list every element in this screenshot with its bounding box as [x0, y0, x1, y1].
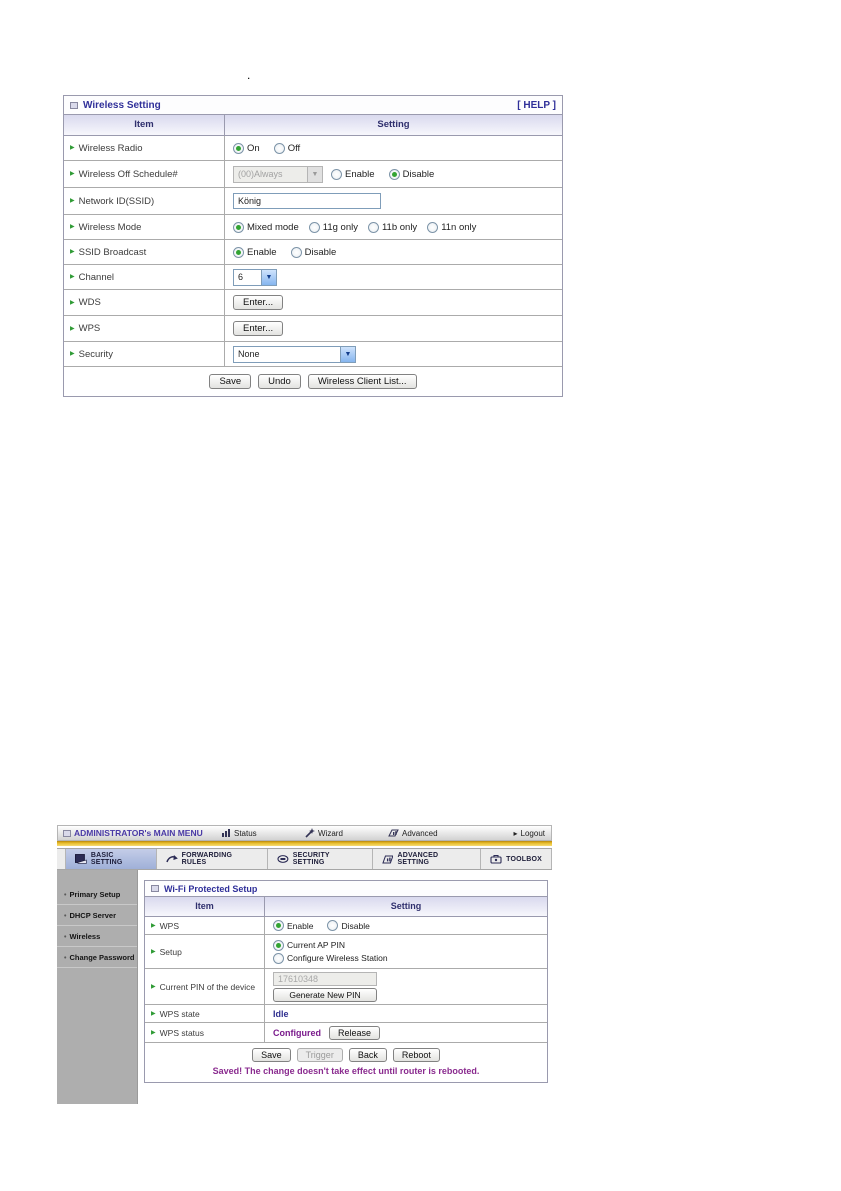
- radio-label: 11g only: [322, 221, 358, 233]
- column-header-setting: Setting: [377, 119, 410, 130]
- menu-item-label: Advanced: [402, 828, 438, 838]
- undo-button[interactable]: Undo: [258, 374, 301, 389]
- window-icon: [151, 885, 159, 892]
- row-label: Wireless Radio: [78, 142, 143, 154]
- logout-arrow-icon: ▸: [513, 828, 518, 838]
- top-menu-bar: [57, 825, 552, 841]
- window-icon: [63, 830, 71, 837]
- table-row: [64, 161, 562, 188]
- row-label: Network ID(SSID): [78, 195, 155, 207]
- tab-label: ADVANCED SETTING: [397, 852, 439, 866]
- radio-label: Enable: [247, 246, 277, 258]
- radio-label: Configure Wireless Station: [287, 953, 388, 963]
- bullet-icon: •: [64, 892, 67, 899]
- arrow-bullet-icon: ▶: [70, 171, 75, 177]
- sidebar-item-primary-setup[interactable]: [57, 884, 137, 905]
- main-menu-title: [63, 826, 203, 840]
- sidebar-item-label: Primary Setup: [69, 890, 121, 899]
- tab-label: FORWARDING RULES: [181, 852, 233, 866]
- radio-current-ap-pin[interactable]: [273, 940, 284, 951]
- arrow-bullet-icon: ▶: [151, 983, 156, 990]
- radio-label: On: [247, 142, 260, 154]
- channel-dropdown[interactable]: [233, 269, 277, 286]
- release-button[interactable]: Release: [329, 1026, 380, 1040]
- arrow-bullet-icon: ▶: [151, 948, 156, 955]
- stray-period: .: [247, 68, 251, 82]
- chevron-down-icon: ▼: [261, 270, 276, 285]
- ssid-input[interactable]: [233, 193, 381, 209]
- row-label: WPS status: [159, 1027, 205, 1038]
- arrow-bullet-icon: ▶: [70, 325, 75, 332]
- row-label: Current PIN of the device: [159, 981, 256, 992]
- table-row: [64, 188, 562, 215]
- table-header: [64, 115, 562, 136]
- tab-security-setting[interactable]: [268, 849, 373, 869]
- security-setting-icon: [277, 854, 289, 864]
- arrow-bullet-icon: ▶: [151, 1010, 156, 1017]
- row-label: WPS: [78, 323, 101, 334]
- logout-label: Logout: [520, 828, 545, 838]
- table-row: [64, 342, 562, 367]
- arrow-bullet-icon: ▶: [70, 351, 75, 357]
- save-button[interactable]: Save: [252, 1048, 291, 1062]
- radio-schedule-enable[interactable]: [331, 169, 342, 180]
- radio-label: Mixed mode: [247, 221, 299, 233]
- panel-title-bar: [64, 96, 562, 115]
- table-row: [145, 1023, 547, 1043]
- menu-item-wizard[interactable]: [305, 826, 343, 840]
- tab-basic-setting[interactable]: [65, 849, 157, 869]
- column-header-item: Item: [145, 897, 265, 916]
- wireless-client-list-button[interactable]: Wireless Client List...: [308, 374, 417, 389]
- panel-title-bar: [145, 881, 547, 897]
- column-header-item: Item: [64, 115, 225, 135]
- sidebar-item-dhcp-server[interactable]: [57, 905, 137, 926]
- radio-wps-enable[interactable]: [273, 920, 284, 931]
- row-label: SSID Broadcast: [78, 246, 147, 258]
- radio-label: Current AP PIN: [287, 940, 345, 950]
- arrow-bullet-icon: ▶: [70, 145, 75, 151]
- gold-divider-bar: [57, 841, 552, 846]
- table-row: [64, 316, 562, 342]
- generate-new-pin-button[interactable]: Generate New PIN: [273, 988, 377, 1002]
- menu-item-label: Status: [234, 828, 257, 838]
- radio-broadcast-enable[interactable]: [233, 247, 244, 258]
- advanced-icon: [388, 828, 399, 838]
- sidebar-item-wireless[interactable]: [57, 926, 137, 947]
- wireless-setting-panel: [63, 95, 563, 397]
- column-header-setting: Setting: [390, 901, 422, 911]
- footer-button-row: [252, 1048, 440, 1062]
- radio-schedule-disable[interactable]: [389, 169, 400, 180]
- reboot-button[interactable]: Reboot: [393, 1048, 440, 1062]
- radio-label: Disable: [304, 246, 337, 258]
- radio-11g-only[interactable]: [309, 222, 320, 233]
- radio-11b-only[interactable]: [368, 222, 379, 233]
- radio-on[interactable]: [233, 143, 244, 154]
- sidebar-item-label: DHCP Server: [69, 911, 117, 920]
- tab-bar: [57, 848, 552, 870]
- arrow-bullet-icon: ▶: [70, 274, 75, 280]
- radio-label: Off: [287, 142, 301, 154]
- sidebar-item-change-password[interactable]: [57, 947, 137, 968]
- table-row: [64, 290, 562, 316]
- table-row: [64, 136, 562, 161]
- chevron-down-icon: ▼: [307, 167, 322, 182]
- security-dropdown[interactable]: [233, 346, 356, 363]
- table-row: [145, 969, 547, 1005]
- radio-11n-only[interactable]: [427, 222, 438, 233]
- back-button[interactable]: Back: [349, 1048, 387, 1062]
- table-header: [145, 897, 547, 917]
- basic-setting-icon: [75, 854, 87, 864]
- radio-label: 11n only: [441, 221, 477, 233]
- main-menu-title-text: ADMINISTRATOR's MAIN MENU: [74, 828, 203, 838]
- row-label: WDS: [78, 297, 101, 308]
- wps-enter-button[interactable]: Enter...: [233, 321, 283, 336]
- arrow-bullet-icon: ▶: [70, 224, 75, 230]
- bullet-icon: •: [64, 934, 67, 941]
- radio-label: Enable: [345, 168, 375, 180]
- arrow-bullet-icon: ▶: [70, 299, 75, 306]
- schedule-dropdown: [233, 166, 323, 183]
- saved-message: Saved! The change doesn't take effect until router is rebooted.: [212, 1066, 480, 1076]
- row-label: Security: [78, 348, 113, 360]
- tab-label: TOOLBOX: [506, 855, 542, 863]
- tab-forwarding-rules[interactable]: [157, 849, 268, 869]
- chevron-down-icon: ▼: [340, 347, 355, 362]
- table-row: [64, 265, 562, 290]
- current-pin-input: [273, 972, 377, 986]
- sidebar: [57, 870, 138, 1104]
- wizard-wand-icon: [305, 828, 315, 838]
- table-row: [145, 935, 547, 969]
- advanced-setting-icon: [382, 854, 394, 864]
- trigger-button: Trigger: [297, 1048, 343, 1062]
- wps-state-value: Idle: [273, 1008, 289, 1019]
- radio-broadcast-disable[interactable]: [291, 247, 302, 258]
- help-link[interactable]: [ HELP ]: [517, 99, 556, 111]
- dropdown-value: None: [238, 349, 260, 359]
- arrow-bullet-icon: ▶: [151, 922, 156, 929]
- arrow-bullet-icon: ▶: [70, 198, 75, 204]
- page-title: Wi-Fi Protected Setup: [164, 883, 258, 894]
- dropdown-value: 6: [238, 272, 244, 282]
- page-title: Wireless Setting: [83, 99, 161, 111]
- row-label: WPS state: [159, 1008, 200, 1019]
- sidebar-item-label: Change Password: [69, 953, 135, 962]
- bullet-icon: •: [64, 955, 67, 962]
- row-label: WPS: [159, 920, 179, 931]
- arrow-bullet-icon: ▶: [151, 1029, 156, 1036]
- radio-configure-wireless-station[interactable]: [273, 953, 284, 964]
- toolbox-icon: [490, 854, 502, 864]
- menu-item-status[interactable]: [221, 826, 257, 840]
- radio-off[interactable]: [274, 143, 285, 154]
- forwarding-rules-icon: [166, 854, 178, 864]
- row-label: Channel: [78, 271, 115, 283]
- dropdown-value: (00)Always: [238, 169, 283, 179]
- status-chart-icon: [221, 828, 231, 838]
- row-label: Setup: [159, 946, 182, 957]
- radio-label: Disable: [402, 168, 435, 180]
- admin-ui-screenshot: [57, 825, 552, 1104]
- tab-label: SECURITY SETTING: [292, 852, 330, 866]
- window-icon: [70, 102, 78, 109]
- wds-enter-button[interactable]: Enter...: [233, 295, 283, 310]
- tab-advanced-setting[interactable]: [373, 849, 482, 869]
- radio-wps-disable[interactable]: [327, 920, 338, 931]
- wifi-protected-setup-panel: [144, 880, 548, 1083]
- table-row: [64, 215, 562, 240]
- radio-label: 11b only: [381, 221, 418, 233]
- table-row: [64, 240, 562, 265]
- menu-item-label: Wizard: [318, 828, 343, 838]
- tab-label: BASIC SETTING: [90, 852, 123, 866]
- table-row: [145, 1005, 547, 1023]
- content-area: [138, 870, 552, 1104]
- arrow-bullet-icon: ▶: [70, 249, 75, 255]
- row-label: Wireless Mode: [78, 221, 142, 233]
- wps-status-value: Configured: [273, 1027, 321, 1038]
- bullet-icon: •: [64, 913, 67, 920]
- logout-link[interactable]: [514, 826, 545, 840]
- footer-area: [145, 1043, 547, 1082]
- radio-label: Enable: [287, 920, 314, 931]
- save-button[interactable]: Save: [209, 374, 251, 389]
- footer-button-row: [64, 367, 562, 396]
- menu-item-advanced[interactable]: [388, 826, 438, 840]
- radio-label: Disable: [341, 920, 370, 931]
- table-row: [145, 917, 547, 935]
- tab-toolbox[interactable]: [481, 849, 552, 869]
- radio-mixed-mode[interactable]: [233, 222, 244, 233]
- sidebar-item-label: Wireless: [69, 932, 101, 941]
- row-label: Wireless Off Schedule#: [78, 168, 178, 180]
